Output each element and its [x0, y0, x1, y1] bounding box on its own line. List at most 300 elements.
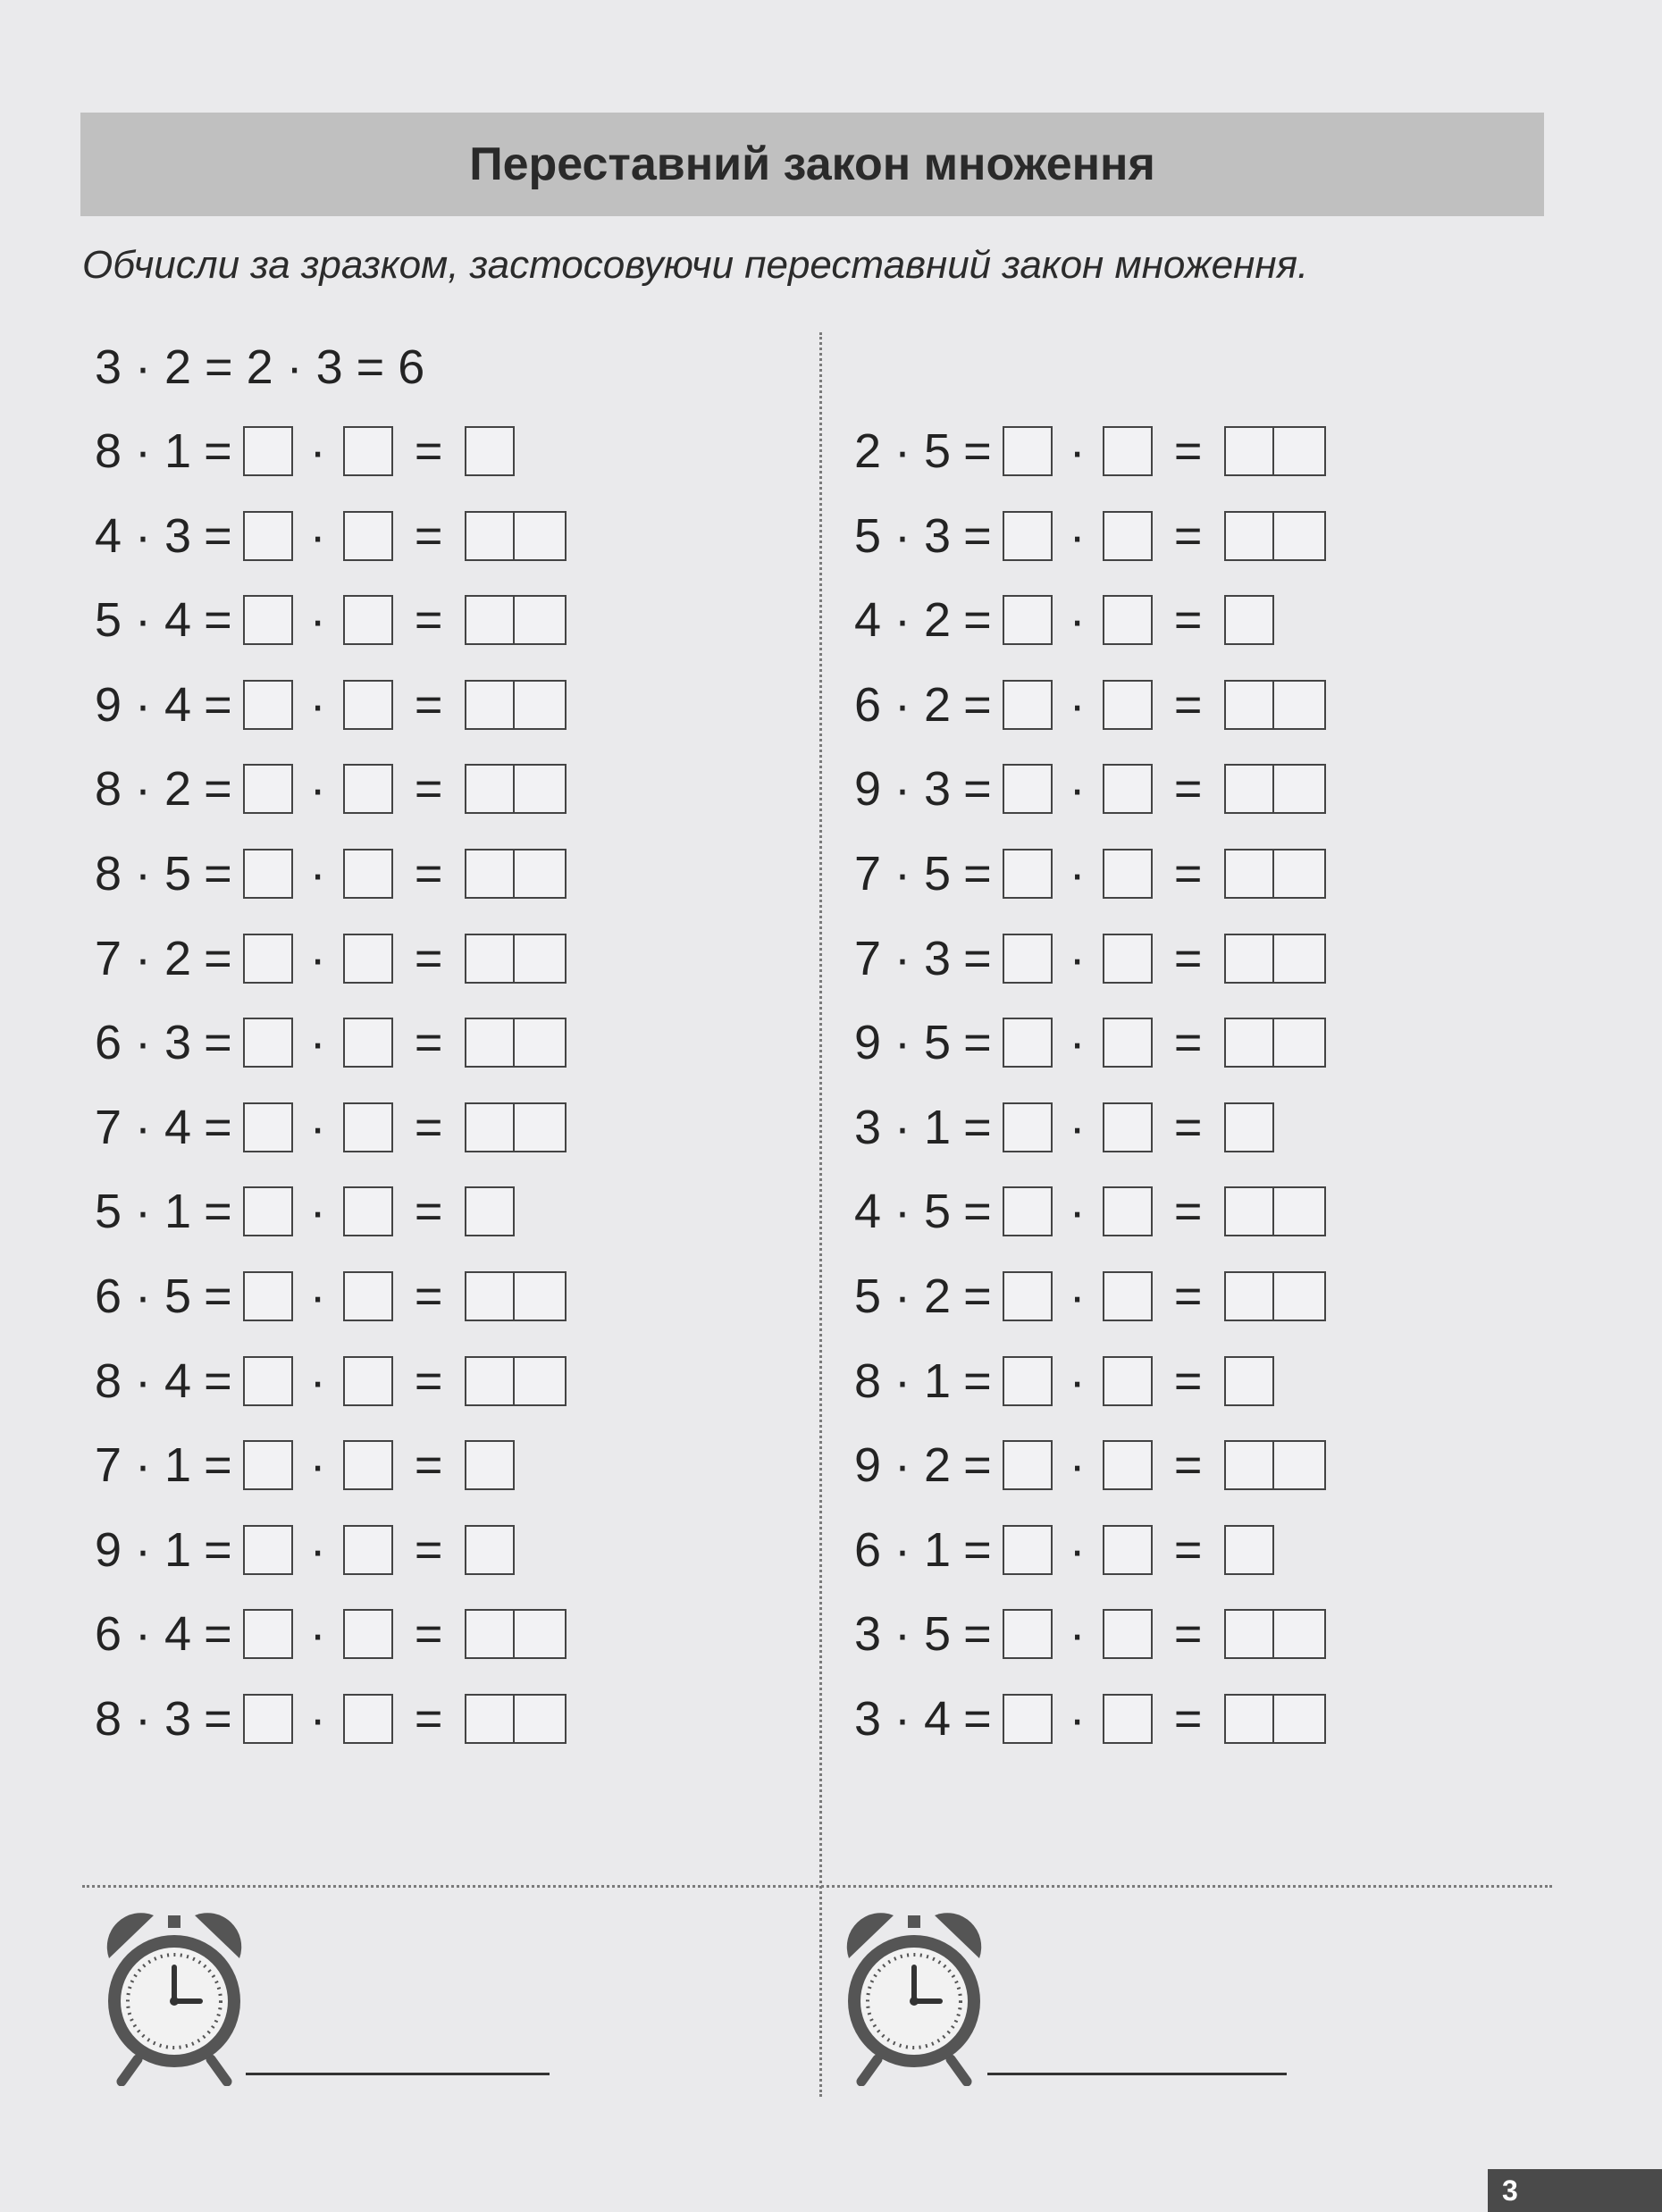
answer-box[interactable]	[1003, 1102, 1053, 1152]
equals-sign: =	[204, 1016, 232, 1069]
answer-box[interactable]	[243, 680, 293, 730]
multiply-sign: ·	[1069, 593, 1086, 647]
exercise-expression: 5 · 2	[854, 1269, 952, 1323]
exercise-row	[95, 1098, 567, 1157]
two-digit-answer-box[interactable]	[465, 764, 567, 814]
answer-box[interactable]	[243, 849, 293, 899]
answer-box[interactable]	[343, 934, 393, 984]
exercise-row	[95, 929, 567, 988]
answer-line[interactable]	[246, 2073, 550, 2075]
exercise-expression: 6 · 1	[854, 1523, 952, 1577]
answer-box[interactable]	[1003, 511, 1053, 561]
answer-box[interactable]	[243, 1694, 293, 1744]
equals-sign: =	[204, 509, 232, 563]
answer-box[interactable]	[1274, 426, 1326, 476]
answer-box[interactable]	[515, 1694, 567, 1744]
multiply-sign: ·	[1069, 1016, 1086, 1069]
multiply-sign: ·	[309, 1269, 326, 1323]
exercise-expression: 8 · 1	[854, 1354, 952, 1408]
answer-box[interactable]	[465, 680, 515, 730]
answer-box[interactable]	[1274, 849, 1326, 899]
equals-sign: =	[414, 1185, 443, 1238]
answer-box[interactable]	[1003, 1440, 1053, 1490]
exercise-row	[95, 1352, 567, 1411]
answer-box[interactable]	[1224, 1356, 1274, 1406]
page-number: 3	[1488, 2169, 1662, 2212]
equals-sign: =	[204, 847, 232, 901]
exercise-expression: 4 · 2	[854, 593, 952, 647]
answer-box[interactable]	[515, 934, 567, 984]
answer-box[interactable]	[243, 426, 293, 476]
exercise-expression: 9 · 4	[95, 678, 192, 732]
answer-box[interactable]	[1224, 1609, 1274, 1659]
answer-box[interactable]	[465, 595, 515, 645]
equals-sign: =	[204, 1607, 232, 1661]
answer-box[interactable]	[1274, 764, 1326, 814]
answer-box[interactable]	[1103, 1018, 1153, 1068]
example-row	[95, 338, 424, 397]
exercise-expression: 5 · 3	[854, 509, 952, 563]
equals-sign: =	[963, 1523, 992, 1577]
equals-sign: =	[204, 678, 232, 732]
answer-box[interactable]	[515, 595, 567, 645]
answer-box[interactable]	[465, 426, 515, 476]
answer-box[interactable]	[1003, 1525, 1053, 1575]
equals-sign: =	[1173, 424, 1203, 478]
multiply-sign: ·	[309, 1438, 326, 1492]
multiply-sign: ·	[309, 1692, 326, 1746]
answer-box[interactable]	[515, 1271, 567, 1321]
two-digit-answer-box[interactable]	[1224, 1440, 1326, 1490]
exercise-row	[854, 929, 1326, 988]
answer-box[interactable]	[1224, 511, 1274, 561]
answer-box[interactable]	[465, 934, 515, 984]
answer-box[interactable]	[515, 1609, 567, 1659]
exercise-expression: 7 · 2	[95, 932, 192, 985]
equals-sign: =	[414, 1438, 443, 1492]
answer-box[interactable]	[343, 1102, 393, 1152]
answer-box[interactable]	[343, 849, 393, 899]
exercise-expression: 7 · 4	[95, 1101, 192, 1154]
exercise-expression: 8 · 2	[95, 762, 192, 816]
answer-box[interactable]	[515, 764, 567, 814]
answer-box[interactable]	[1224, 1102, 1274, 1152]
answer-box[interactable]	[343, 595, 393, 645]
answer-box[interactable]	[243, 1609, 293, 1659]
two-digit-answer-box[interactable]	[1224, 680, 1326, 730]
equals-sign: =	[963, 1185, 992, 1238]
multiply-sign: ·	[1069, 1354, 1086, 1408]
answer-box[interactable]	[1003, 426, 1053, 476]
answer-box[interactable]	[465, 1525, 515, 1575]
section-divider	[82, 1885, 1552, 1888]
alarm-clock-icon	[838, 1903, 990, 2086]
answer-box[interactable]	[465, 1186, 515, 1236]
answer-box[interactable]	[1274, 1018, 1326, 1068]
answer-box[interactable]	[1103, 1102, 1153, 1152]
exercise-expression: 6 · 3	[95, 1016, 192, 1069]
equals-sign: =	[414, 1269, 443, 1323]
exercise-expression: 3 · 1	[854, 1101, 952, 1154]
answer-box[interactable]	[465, 1271, 515, 1321]
two-digit-answer-box[interactable]	[1224, 764, 1326, 814]
answer-box[interactable]	[465, 1018, 515, 1068]
exercise-expression: 8 · 1	[95, 424, 192, 478]
equals-sign: =	[204, 1185, 232, 1238]
two-digit-answer-box[interactable]	[465, 511, 567, 561]
answer-box[interactable]	[1274, 680, 1326, 730]
two-digit-answer-box[interactable]	[1224, 1018, 1326, 1068]
answer-box[interactable]	[1003, 595, 1053, 645]
multiply-sign: ·	[309, 932, 326, 985]
multiply-sign: ·	[1069, 424, 1086, 478]
exercise-expression: 3 · 4	[854, 1692, 952, 1746]
answer-line[interactable]	[987, 2073, 1287, 2075]
two-digit-answer-box[interactable]	[1224, 1186, 1326, 1236]
equals-sign: =	[1173, 847, 1203, 901]
two-digit-answer-box[interactable]	[1224, 1609, 1326, 1659]
exercise-row	[95, 591, 567, 649]
answer-box[interactable]	[1224, 1525, 1274, 1575]
answer-box[interactable]	[1103, 1356, 1153, 1406]
multiply-sign: ·	[309, 1185, 326, 1238]
equals-sign: =	[414, 509, 443, 563]
equals-sign: =	[204, 1438, 232, 1492]
equals-sign: =	[414, 1692, 443, 1746]
two-digit-answer-box[interactable]	[465, 680, 567, 730]
answer-box[interactable]	[243, 511, 293, 561]
equals-sign: =	[1173, 1016, 1203, 1069]
answer-box[interactable]	[1103, 426, 1153, 476]
exercise-row	[95, 507, 567, 566]
answer-box[interactable]	[515, 849, 567, 899]
title-bar	[80, 113, 1544, 216]
equals-sign: =	[1173, 678, 1203, 732]
answer-box[interactable]	[1003, 1271, 1053, 1321]
answer-box[interactable]	[515, 1018, 567, 1068]
multiply-sign: ·	[1069, 678, 1086, 732]
answer-box[interactable]	[1103, 1440, 1153, 1490]
answer-box[interactable]	[1103, 595, 1153, 645]
answer-box[interactable]	[243, 1271, 293, 1321]
answer-box[interactable]	[1103, 849, 1153, 899]
equals-sign: =	[963, 509, 992, 563]
equals-sign: =	[204, 593, 232, 647]
equals-sign: =	[963, 1101, 992, 1154]
multiply-sign: ·	[1069, 1438, 1086, 1492]
alarm-clock-icon	[98, 1903, 250, 2086]
answer-box[interactable]	[343, 1186, 393, 1236]
exercise-expression: 6 · 4	[95, 1607, 192, 1661]
two-digit-answer-box[interactable]	[1224, 426, 1326, 476]
answer-box[interactable]	[1003, 849, 1053, 899]
equals-sign: =	[414, 1101, 443, 1154]
equals-sign: =	[414, 1523, 443, 1577]
answer-box[interactable]	[1003, 934, 1053, 984]
page-title: Переставний закон множення	[469, 138, 1155, 190]
two-digit-answer-box[interactable]	[1224, 849, 1326, 899]
exercise-expression: 8 · 4	[95, 1354, 192, 1408]
equals-sign: =	[414, 932, 443, 985]
answer-box[interactable]	[1103, 1694, 1153, 1744]
answer-box[interactable]	[465, 1102, 515, 1152]
multiply-sign: ·	[1069, 1269, 1086, 1323]
answer-box[interactable]	[343, 764, 393, 814]
answer-box[interactable]	[243, 764, 293, 814]
two-digit-answer-box[interactable]	[1224, 934, 1326, 984]
answer-box[interactable]	[465, 1694, 515, 1744]
equals-sign: =	[963, 424, 992, 478]
equals-sign: =	[204, 1354, 232, 1408]
exercise-row	[854, 1521, 1274, 1579]
equals-sign: =	[963, 762, 992, 816]
exercise-row	[95, 1521, 515, 1579]
answer-box[interactable]	[1224, 1271, 1274, 1321]
answer-box[interactable]	[1274, 1271, 1326, 1321]
multiply-sign: ·	[1069, 1692, 1086, 1746]
exercise-expression: 9 · 2	[854, 1438, 952, 1492]
exercise-expression: 9 · 5	[854, 1016, 952, 1069]
equals-sign: =	[1173, 1607, 1203, 1661]
answer-box[interactable]	[1224, 426, 1274, 476]
exercise-row	[854, 1267, 1326, 1326]
answer-box[interactable]	[1274, 1186, 1326, 1236]
equals-sign: =	[414, 1016, 443, 1069]
exercise-row	[854, 1182, 1326, 1241]
exercise-row	[95, 1267, 567, 1326]
answer-box[interactable]	[1003, 1186, 1053, 1236]
multiply-sign: ·	[1069, 1185, 1086, 1238]
two-digit-answer-box[interactable]	[465, 1356, 567, 1406]
answer-box[interactable]	[1274, 934, 1326, 984]
answer-box[interactable]	[1224, 764, 1274, 814]
answer-box[interactable]	[1224, 1186, 1274, 1236]
exercise-expression: 8 · 5	[95, 847, 192, 901]
answer-box[interactable]	[1103, 764, 1153, 814]
answer-box[interactable]	[1103, 1271, 1153, 1321]
equals-sign: =	[1173, 932, 1203, 985]
answer-box[interactable]	[465, 511, 515, 561]
exercise-row	[854, 422, 1326, 481]
answer-box[interactable]	[1103, 1609, 1153, 1659]
exercise-expression: 2 · 5	[854, 424, 952, 478]
exercise-row	[854, 591, 1274, 649]
two-digit-answer-box[interactable]	[465, 1102, 567, 1152]
equals-sign: =	[963, 1269, 992, 1323]
answer-box[interactable]	[343, 1440, 393, 1490]
answer-box[interactable]	[1274, 1440, 1326, 1490]
answer-box[interactable]	[343, 511, 393, 561]
answer-box[interactable]	[243, 1102, 293, 1152]
two-digit-answer-box[interactable]	[465, 1018, 567, 1068]
equals-sign: =	[204, 1269, 232, 1323]
multiply-sign: ·	[309, 847, 326, 901]
exercise-row	[95, 1182, 515, 1241]
answer-box[interactable]	[515, 511, 567, 561]
answer-box[interactable]	[243, 1018, 293, 1068]
exercise-expression: 7 · 1	[95, 1438, 192, 1492]
answer-box[interactable]	[1274, 1694, 1326, 1744]
answer-box[interactable]	[465, 849, 515, 899]
equals-sign: =	[963, 1607, 992, 1661]
equals-sign: =	[204, 1101, 232, 1154]
answer-box[interactable]	[1003, 680, 1053, 730]
answer-box[interactable]	[1224, 849, 1274, 899]
answer-box[interactable]	[243, 1440, 293, 1490]
two-digit-answer-box[interactable]	[465, 849, 567, 899]
answer-box[interactable]	[343, 426, 393, 476]
exercise-expression: 7 · 5	[854, 847, 952, 901]
answer-box[interactable]	[1224, 1440, 1274, 1490]
exercise-expression: 6 · 5	[95, 1269, 192, 1323]
multiply-sign: ·	[309, 593, 326, 647]
answer-box[interactable]	[1103, 1186, 1153, 1236]
multiply-sign: ·	[1069, 932, 1086, 985]
answer-box[interactable]	[1003, 1356, 1053, 1406]
answer-box[interactable]	[1274, 511, 1326, 561]
equals-sign: =	[204, 932, 232, 985]
equals-sign: =	[1173, 1523, 1203, 1577]
multiply-sign: ·	[1069, 1101, 1086, 1154]
equals-sign: =	[414, 762, 443, 816]
equals-sign: =	[963, 847, 992, 901]
answer-box[interactable]	[1103, 934, 1153, 984]
exercise-row	[854, 844, 1326, 903]
exercise-row	[95, 844, 567, 903]
answer-box[interactable]	[1003, 1609, 1053, 1659]
equals-sign: =	[963, 1692, 992, 1746]
two-digit-answer-box[interactable]	[465, 934, 567, 984]
answer-box[interactable]	[1103, 680, 1153, 730]
exercise-row	[95, 1689, 567, 1748]
answer-box[interactable]	[243, 934, 293, 984]
equals-sign: =	[1173, 1101, 1203, 1154]
exercise-row	[854, 675, 1326, 734]
answer-box[interactable]	[1224, 1018, 1274, 1068]
equals-sign: =	[1173, 1692, 1203, 1746]
multiply-sign: ·	[1069, 847, 1086, 901]
answer-box[interactable]	[1003, 1694, 1053, 1744]
answer-box[interactable]	[465, 1609, 515, 1659]
answer-box[interactable]	[343, 1609, 393, 1659]
exercise-row	[95, 1013, 567, 1072]
multiply-sign: ·	[1069, 509, 1086, 563]
two-digit-answer-box[interactable]	[1224, 1694, 1326, 1744]
answer-box[interactable]	[515, 680, 567, 730]
exercise-row	[854, 507, 1326, 566]
answer-box[interactable]	[1003, 764, 1053, 814]
answer-box[interactable]	[1224, 680, 1274, 730]
two-digit-answer-box[interactable]	[465, 1694, 567, 1744]
answer-box[interactable]	[1224, 1694, 1274, 1744]
equals-sign: =	[204, 762, 232, 816]
multiply-sign: ·	[1069, 1607, 1086, 1661]
exercise-row	[95, 675, 567, 734]
answer-box[interactable]	[1103, 1525, 1153, 1575]
exercise-row	[854, 1436, 1326, 1495]
equals-sign: =	[204, 424, 232, 478]
answer-box[interactable]	[1224, 934, 1274, 984]
exercise-row	[854, 1605, 1326, 1663]
answer-box[interactable]	[515, 1356, 567, 1406]
instruction-text: Обчисли за зразком, застосовуючи переставний закон множення.	[82, 243, 1309, 287]
multiply-sign: ·	[309, 1101, 326, 1154]
answer-box[interactable]	[343, 680, 393, 730]
equals-sign: =	[414, 678, 443, 732]
multiply-sign: ·	[1069, 1523, 1086, 1577]
equals-sign: =	[963, 593, 992, 647]
multiply-sign: ·	[309, 1354, 326, 1408]
equals-sign: =	[414, 847, 443, 901]
exercise-expression: 9 · 1	[95, 1523, 192, 1577]
example-text: 3 · 2 = 2 · 3 = 6	[95, 340, 425, 394]
equals-sign: =	[963, 1354, 992, 1408]
answer-box[interactable]	[243, 1525, 293, 1575]
equals-sign: =	[1173, 1269, 1203, 1323]
answer-box[interactable]	[343, 1525, 393, 1575]
answer-box[interactable]	[343, 1356, 393, 1406]
equals-sign: =	[963, 1016, 992, 1069]
equals-sign: =	[414, 1607, 443, 1661]
exercise-expression: 7 · 3	[854, 932, 952, 985]
answer-box[interactable]	[465, 764, 515, 814]
answer-box[interactable]	[465, 1356, 515, 1406]
exercise-expression: 3 · 5	[854, 1607, 952, 1661]
equals-sign: =	[414, 424, 443, 478]
answer-box[interactable]	[243, 1186, 293, 1236]
answer-box[interactable]	[1103, 511, 1153, 561]
equals-sign: =	[963, 1438, 992, 1492]
answer-box[interactable]	[343, 1018, 393, 1068]
exercise-row	[854, 759, 1326, 818]
exercise-row	[854, 1352, 1274, 1411]
answer-box[interactable]	[343, 1694, 393, 1744]
answer-box[interactable]	[1003, 1018, 1053, 1068]
multiply-sign: ·	[309, 424, 326, 478]
multiply-sign: ·	[309, 762, 326, 816]
exercise-expression: 4 · 5	[854, 1185, 952, 1238]
exercise-expression: 8 · 3	[95, 1692, 192, 1746]
column-divider	[819, 332, 822, 2097]
equals-sign: =	[963, 678, 992, 732]
two-digit-answer-box[interactable]	[465, 595, 567, 645]
exercise-row	[95, 422, 515, 481]
exercise-row	[95, 1436, 515, 1495]
equals-sign: =	[1173, 1354, 1203, 1408]
equals-sign: =	[1173, 762, 1203, 816]
answer-box[interactable]	[343, 1271, 393, 1321]
answer-box[interactable]	[243, 1356, 293, 1406]
equals-sign: =	[1173, 1185, 1203, 1238]
exercise-expression: 9 · 3	[854, 762, 952, 816]
answer-box[interactable]	[243, 595, 293, 645]
answer-box[interactable]	[1274, 1609, 1326, 1659]
two-digit-answer-box[interactable]	[1224, 511, 1326, 561]
answer-box[interactable]	[1224, 595, 1274, 645]
two-digit-answer-box[interactable]	[1224, 1271, 1326, 1321]
answer-box[interactable]	[465, 1440, 515, 1490]
two-digit-answer-box[interactable]	[465, 1271, 567, 1321]
equals-sign: =	[1173, 1438, 1203, 1492]
equals-sign: =	[1173, 593, 1203, 647]
two-digit-answer-box[interactable]	[465, 1609, 567, 1659]
equals-sign: =	[414, 1354, 443, 1408]
answer-box[interactable]	[515, 1102, 567, 1152]
equals-sign: =	[963, 932, 992, 985]
multiply-sign: ·	[1069, 762, 1086, 816]
multiply-sign: ·	[309, 1016, 326, 1069]
exercise-expression: 5 · 1	[95, 1185, 192, 1238]
